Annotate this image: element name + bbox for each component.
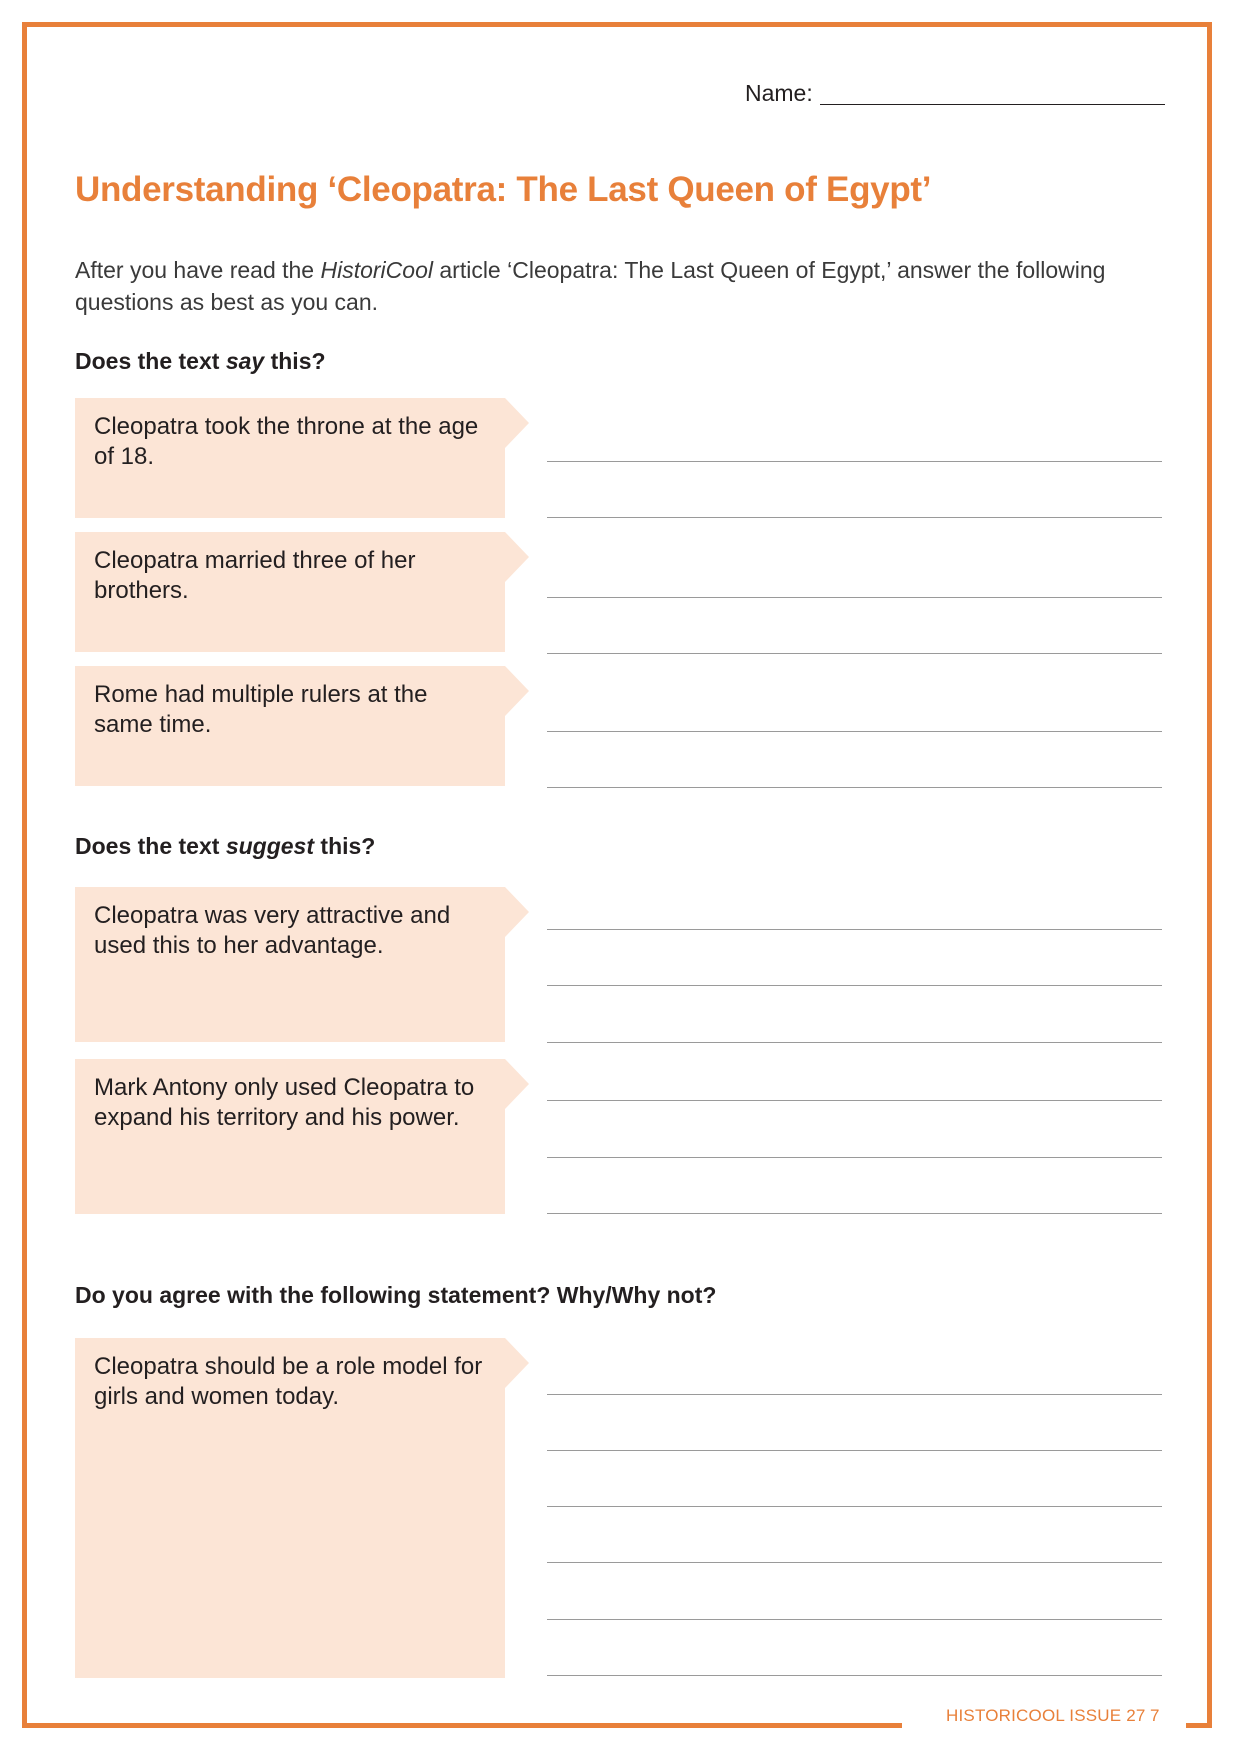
statement-text: Rome had multiple rulers at the same time. xyxy=(94,681,428,738)
answer-line[interactable] xyxy=(547,929,1162,930)
answer-line[interactable] xyxy=(547,1562,1162,1563)
footer-issue: HISTORICOOL ISSUE 27 xyxy=(946,1706,1146,1725)
page-border-right xyxy=(1207,22,1212,1728)
heading-emphasis: say xyxy=(225,348,265,374)
page-number: 7 xyxy=(1150,1706,1160,1725)
answer-line[interactable] xyxy=(547,1100,1162,1101)
statement-text: Mark Antony only used Cleopatra to expand his territory and his power. xyxy=(94,1074,475,1131)
name-input-line[interactable] xyxy=(820,104,1165,105)
page-title: Understanding ‘Cleopatra: The Last Queen of Egypt’ xyxy=(75,170,932,209)
page-border-top xyxy=(22,22,1212,27)
answer-line[interactable] xyxy=(547,1157,1162,1158)
page-border-bottom-corner xyxy=(1186,1723,1212,1728)
intro-paragraph xyxy=(75,254,1145,318)
section-heading-say xyxy=(75,348,326,375)
statement-card xyxy=(75,887,505,1042)
answer-line[interactable] xyxy=(547,1619,1162,1620)
answer-line[interactable] xyxy=(547,1675,1162,1676)
heading-text: Does the text xyxy=(75,348,226,374)
answer-line[interactable] xyxy=(547,787,1162,788)
statement-card xyxy=(75,1338,505,1678)
statement-card xyxy=(75,666,505,786)
heading-text: this? xyxy=(264,348,326,374)
name-label: Name: xyxy=(745,80,813,106)
heading-text: this? xyxy=(314,833,376,859)
answer-line[interactable] xyxy=(547,517,1162,518)
answer-line[interactable] xyxy=(547,1042,1162,1043)
answer-line[interactable] xyxy=(547,1394,1162,1395)
answer-line[interactable] xyxy=(547,461,1162,462)
statement-text: Cleopatra was very attractive and used this to her advantage. xyxy=(94,902,451,959)
statement-card xyxy=(75,398,505,518)
answer-line[interactable] xyxy=(547,1506,1162,1507)
answer-line[interactable] xyxy=(547,1213,1162,1214)
page-border-left xyxy=(22,22,27,1728)
answer-line[interactable] xyxy=(547,597,1162,598)
section-heading-agree: Do you agree with the following statement? Why/Why not? xyxy=(75,1282,717,1308)
heading-emphasis: suggest xyxy=(225,833,315,859)
section-heading-suggest xyxy=(75,833,375,860)
statement-card xyxy=(75,1059,505,1214)
intro-text-start: After you have read the xyxy=(75,257,321,283)
intro-magazine-name: HistoriCool xyxy=(320,257,433,283)
answer-line[interactable] xyxy=(547,731,1162,732)
heading-text: Does the text xyxy=(75,833,226,859)
page-border-bottom xyxy=(22,1723,902,1728)
intro-text-end: article ‘Cleopatra: The Last Queen of Egypt,’ answer the following questions as best as you can. xyxy=(75,257,1106,315)
statement-card xyxy=(75,532,505,652)
statement-text: Cleopatra took the throne at the age of 18. xyxy=(94,413,479,470)
statement-text: Cleopatra should be a role model for girls and women today. xyxy=(94,1353,483,1410)
statement-text: Cleopatra married three of her brothers. xyxy=(94,547,416,604)
answer-line[interactable] xyxy=(547,653,1162,654)
answer-line[interactable] xyxy=(547,985,1162,986)
answer-line[interactable] xyxy=(547,1450,1162,1451)
